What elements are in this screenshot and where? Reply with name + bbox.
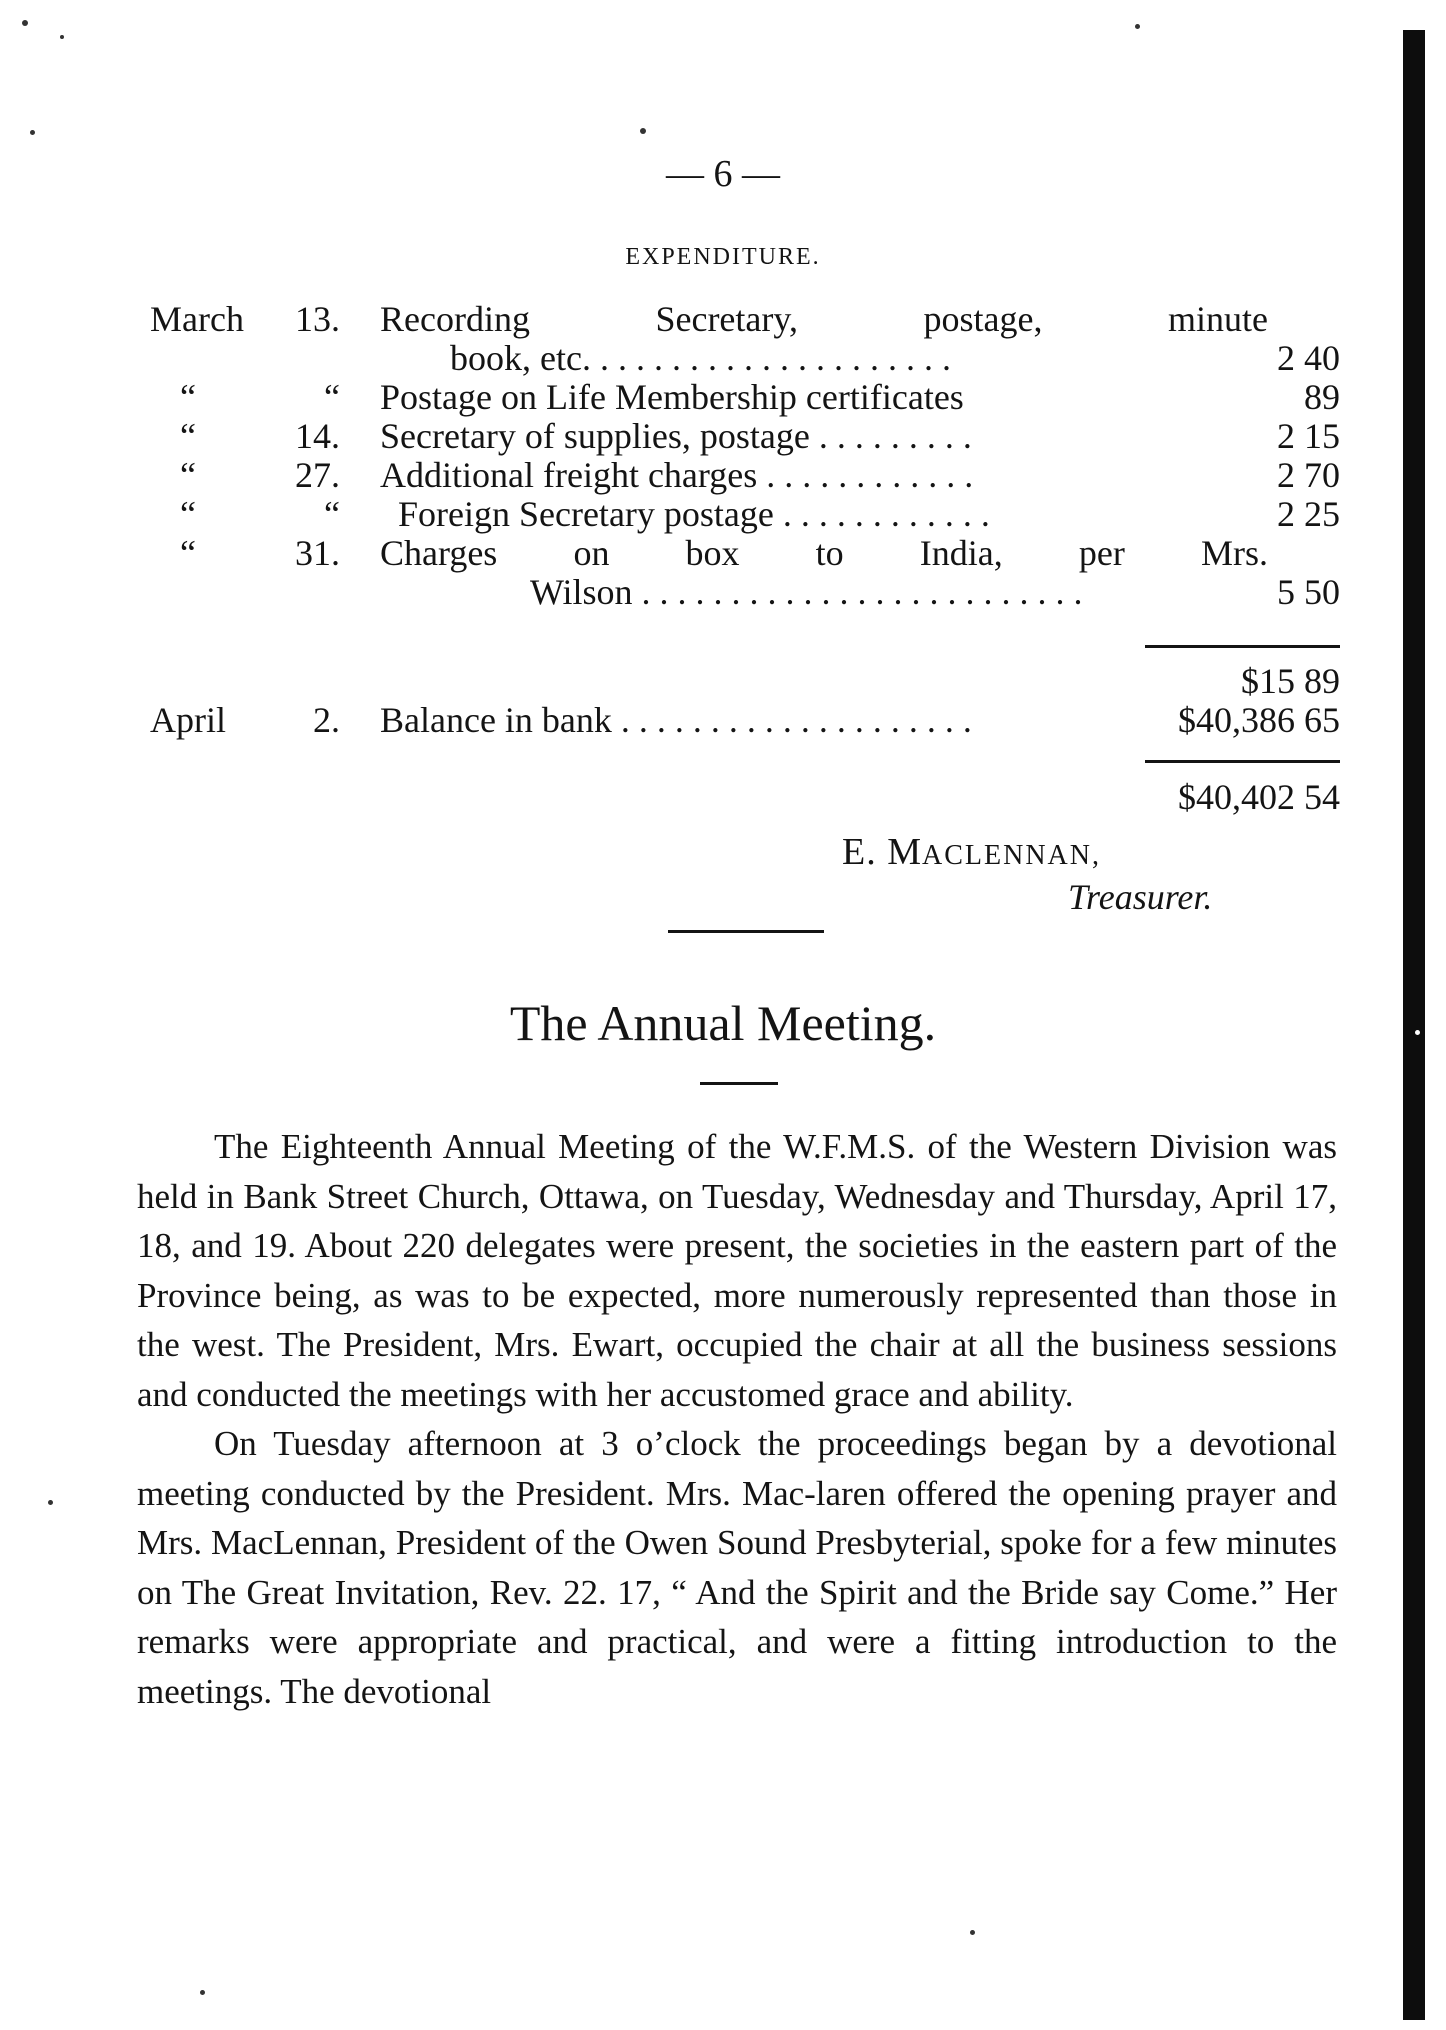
row-day: 14. [295,416,340,456]
table-row [150,339,1340,378]
row-description: Charges on box to India, per Mrs. [380,534,1268,573]
scan-speck [640,128,646,134]
subtotal-amount: $15 89 [1241,661,1340,701]
scan-speck [22,20,28,26]
row-day: 27. [295,455,340,495]
total-amount: $40,402 54 [1178,777,1340,817]
table-row [150,417,1340,456]
row-day: “ [324,494,340,534]
table-row [150,495,1340,534]
row-description: Balance in bank . . . . . . . . . . . . . . . . . . . . [380,701,972,740]
row-amount: 2 40 [1277,338,1340,378]
table-row [150,534,1340,573]
scan-speck [60,35,64,39]
row-month: March [150,299,244,339]
table-row [150,662,1340,701]
expenditure-table [150,300,1340,612]
row-description: Foreign Secretary postage . . . . . . . . . . . . [398,495,990,534]
row-amount: 5 50 [1277,572,1340,612]
scan-speck [48,1500,53,1505]
row-description: Postage on Life Membership certificates [380,378,964,417]
scan-speck [1135,24,1140,29]
paragraph: The Eighteenth Annual Meeting of the W.F.M.S. of the Western Division was held in Bank Street Church, Ottawa, on Tuesday, Wednesday and Thursday, April 17, 18, and 19. About 220 delegates were present, the societies in the eastern part of the Province being, as was to be expected, more numerously represented than those in the west. The President, Mrs. Ewart, occupied the chair at all the business sessions and conducted the meetings with her accustomed grace and ability. [137,1127,1337,1414]
table-row [150,573,1340,612]
table-row [150,456,1340,495]
row-amount: $40,386 65 [1178,700,1340,740]
subtotal-row [150,662,1340,740]
row-description: book, etc. . . . . . . . . . . . . . . . . . . . . [450,339,951,378]
row-amount: 2 70 [1277,455,1340,495]
row-month: “ [180,455,196,495]
row-month: April [150,700,226,740]
table-row [150,778,1340,817]
divider [700,1082,778,1085]
scan-speck [970,1930,975,1935]
subtotal-rule [1145,645,1340,648]
signature-surname: ACLENNAN, [922,840,1101,871]
scan-speck [200,1990,205,1995]
row-amount: 89 [1304,377,1340,417]
article-heading: The Annual Meeting. [509,995,937,1051]
total-row [150,778,1340,817]
row-month: “ [180,494,196,534]
article-body [137,1122,1337,1716]
page-number: — 6 — [666,153,780,195]
row-amount: 2 15 [1277,416,1340,456]
row-description: Secretary of supplies, postage . . . . . . . . . [380,417,972,456]
row-day: “ [324,377,340,417]
row-month: “ [180,377,196,417]
scan-speck [30,130,35,135]
row-description: Wilson . . . . . . . . . . . . . . . . . . . . . . . . . [530,573,1083,612]
divider [668,930,824,933]
signature-name [842,830,1101,874]
table-row [150,300,1340,339]
table-row [150,378,1340,417]
signature-initial: E. M [842,831,922,873]
row-amount: 2 25 [1277,494,1340,534]
row-month: “ [180,533,196,573]
balance-row [150,701,1340,740]
paragraph: On Tuesday afternoon at 3 o’clock the proceedings began by a devotional meeting conducted by the President. Mrs. Mac-laren offered the opening prayer and Mrs. MacLennan, President of the Owen Sound Presbyterial, spoke for a few minutes on The Great Invitation, Rev. 22. 17, “ And the Spirit and the Bride say Come.” Her remarks were appropriate and practical, and were a fitting introduction to the meetings. The devotional [137,1424,1337,1711]
total-rule [1145,760,1340,763]
section-heading: EXPENDITURE. [625,244,821,270]
row-description: Additional freight charges . . . . . . . . . . . . [380,456,974,495]
signature-title: Treasurer. [1068,877,1213,917]
row-day: 31. [295,533,340,573]
row-month: “ [180,416,196,456]
row-day: 13. [295,299,340,339]
row-description: Recording Secretary, postage, minute [380,300,1268,339]
row-day: 2. [313,700,340,740]
